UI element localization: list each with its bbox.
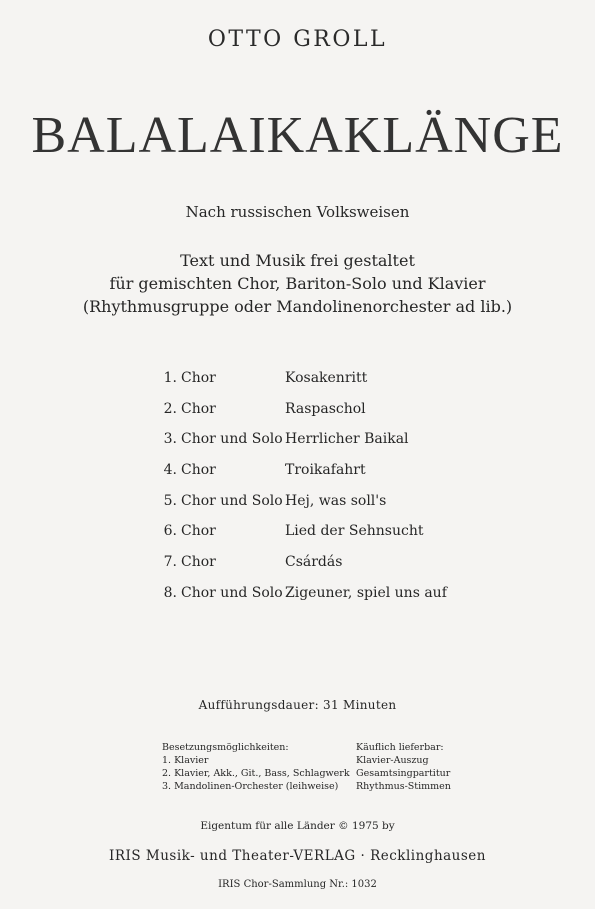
contents-item xyxy=(155,554,475,585)
item-number: 3. xyxy=(163,431,177,448)
contents-list xyxy=(155,370,475,616)
item-number: 8. xyxy=(163,584,177,601)
scoring-option: 2. Klavier, Akk., Git., Bass, Schlagwerk xyxy=(162,768,350,779)
performance-duration: Aufführungsdauer: 31 Minuten xyxy=(198,698,397,712)
item-song-title: Lied der Sehnsucht xyxy=(285,523,424,540)
work-subtitle: Nach russischen Volksweisen xyxy=(185,203,410,221)
item-song-title: Zigeuner, spiel uns auf xyxy=(285,584,447,601)
item-song-title: Kosakenritt xyxy=(285,370,368,386)
available-item: Rhythmus-Stimmen xyxy=(356,781,451,792)
item-voicing: Chor xyxy=(181,523,216,540)
item-number: 6. xyxy=(163,523,177,540)
item-voicing: Chor xyxy=(181,554,216,571)
collection-number: IRIS Chor-Sammlung Nr.: 1032 xyxy=(218,879,377,890)
item-number: 1. xyxy=(163,370,177,386)
item-song-title: Csárdás xyxy=(285,554,343,571)
available-editions xyxy=(356,741,451,793)
item-voicing: Chor und Solo xyxy=(181,584,283,601)
contents-item xyxy=(155,462,475,493)
available-heading: Käuflich lieferbar: xyxy=(356,742,444,753)
item-number: 2. xyxy=(163,400,177,417)
item-number: 4. xyxy=(163,462,177,479)
available-item: Klavier-Auszug xyxy=(356,755,429,766)
item-song-title: Raspaschol xyxy=(285,400,366,417)
contents-item xyxy=(155,401,475,432)
description-line: Text und Musik frei gestaltet xyxy=(180,251,415,270)
scoring-heading: Besetzungsmöglichkeiten: xyxy=(162,742,289,753)
scoring-option: 3. Mandolinen-Orchester (leihweise) xyxy=(162,781,339,792)
item-voicing: Chor xyxy=(181,462,216,479)
contents-item xyxy=(155,493,475,524)
description-line: für gemischten Chor, Bariton-Solo und Klavier xyxy=(109,274,486,293)
work-description xyxy=(0,249,595,318)
item-voicing: Chor xyxy=(181,400,216,417)
description-line: (Rhythmusgruppe oder Mandolinenorchester ad lib.) xyxy=(82,297,513,316)
publisher-line: IRIS Musik- und Theater-VERLAG · Recklinghausen xyxy=(109,848,486,864)
item-number: 5. xyxy=(163,492,177,509)
contents-item xyxy=(155,431,475,462)
available-item: Gesamtsingpartitur xyxy=(356,768,451,779)
work-title: BALALAIKAKLÄNGE xyxy=(31,107,564,164)
item-song-title: Herrlicher Baikal xyxy=(285,431,409,448)
item-number: 7. xyxy=(163,554,177,571)
contents-item xyxy=(155,523,475,554)
contents-item xyxy=(155,585,475,616)
item-voicing: Chor xyxy=(181,370,216,386)
item-voicing: Chor und Solo xyxy=(181,431,283,448)
scoring-option: 1. Klavier xyxy=(162,755,209,766)
composer-name: OTTO GROLL xyxy=(207,27,388,52)
contents-item xyxy=(155,370,475,401)
copyright-notice: Eigentum für alle Länder © 1975 by xyxy=(200,820,395,832)
scoring-options xyxy=(162,741,350,793)
item-song-title: Troikafahrt xyxy=(285,462,366,479)
item-voicing: Chor und Solo xyxy=(181,492,283,509)
item-song-title: Hej, was soll's xyxy=(285,492,387,509)
